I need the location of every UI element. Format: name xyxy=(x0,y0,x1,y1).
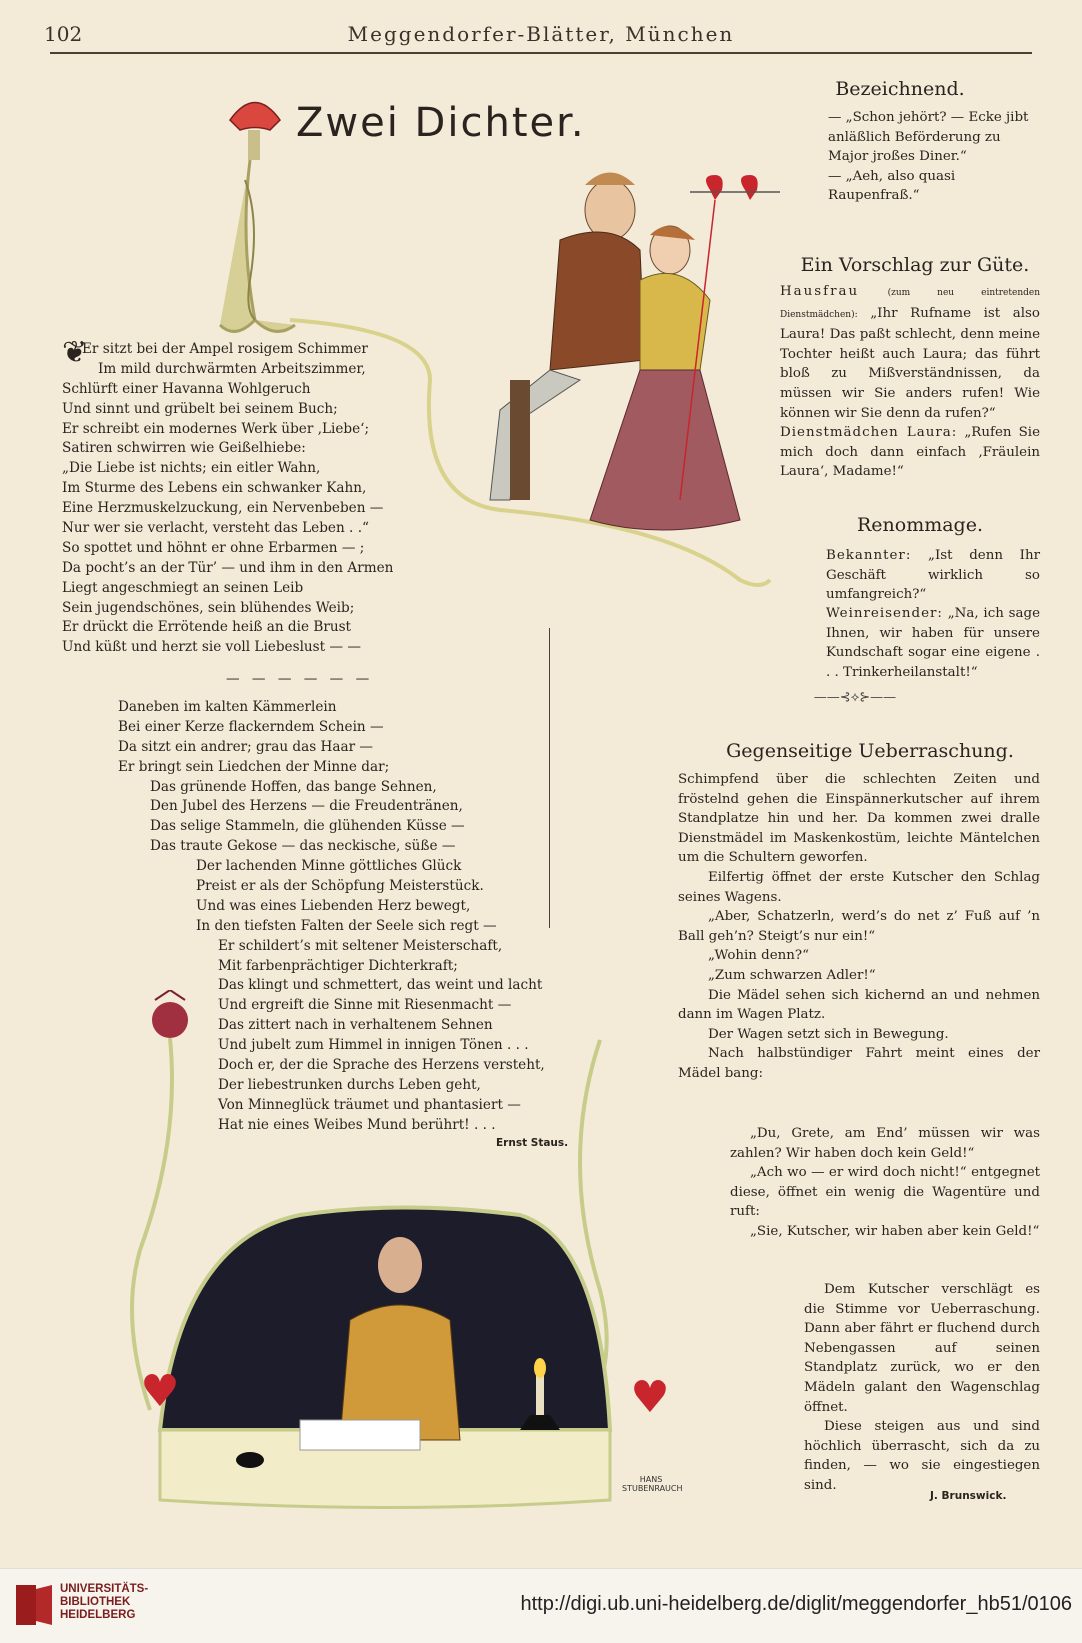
poem-line: Das grünende Hoffen, das bange Sehnen, xyxy=(150,778,437,795)
ueberraschung-text-narrow xyxy=(730,1124,1040,1242)
library-name-line: HEIDELBERG xyxy=(60,1609,136,1621)
paragraph: Der Wagen setzt sich in Bewegung. xyxy=(708,1026,949,1042)
paragraph: Schimpfend über die schlechten Zeiten und fröstelnd gehen die Einspännerkutscher auf ihrem Standplatze hin und her. Da kommen zwei dralle Dienstmädel im Maskenkostüm, leichte Mäntelchen um die Schultern geworfen. xyxy=(678,772,1040,866)
paragraph: Nach halbstündiger Fahrt meint eines der Mädel bang: xyxy=(678,1046,1040,1081)
paragraph: Die Mädel sehen sich kichernd an und nehmen dann im Wagen Platz. xyxy=(678,987,1040,1023)
footer-bar xyxy=(0,1568,1082,1643)
candle-illustration xyxy=(100,990,660,1520)
paragraph: — „Aeh, also quasi Raupenfraß.“ xyxy=(828,168,956,204)
poem-line: Da sitzt ein andrer; grau das Haar — xyxy=(118,738,373,755)
poem-line: So spottet und höhnt er ohne Erbarmen — ; xyxy=(62,539,365,556)
library-name-line: UNIVERSITÄTS- xyxy=(60,1583,149,1595)
illustrator-signature: HANS STUBENRAUCH xyxy=(622,1475,683,1493)
vorschlag-text xyxy=(780,282,1040,482)
poem-stanza-1 xyxy=(62,335,394,658)
poem-title: Zwei Dichter. xyxy=(296,100,586,146)
bezeichnend-text xyxy=(828,108,1038,206)
library-name[interactable] xyxy=(60,1583,148,1622)
stage-direction: (zum neu eintretenden Dienstmädchen): xyxy=(780,288,1040,320)
section-ornament: ——⊰⟡⊱—— xyxy=(813,690,897,705)
ueberraschung-author: J. Brunswick. xyxy=(930,1490,1007,1502)
poem-line: Der lachenden Minne göttliches Glück xyxy=(196,858,462,875)
poem-line: „Die Liebe ist nichts; ein eitler Wahn, xyxy=(62,460,321,477)
poem-line: Bei einer Kerze flackerndem Schein — xyxy=(118,718,384,735)
poem-line: Und ergreift die Sinne mit Riesenmacht — xyxy=(218,997,512,1014)
ueberraschung-text-column xyxy=(804,1280,1040,1496)
poem-line: Er sitzt bei der Ampel rosigem Schimmer xyxy=(82,341,368,357)
dialogue: „Na, ich sage Ihnen, wir haben für unsere Kundschaft sogar eine eigene . . . Trinkerheilanstalt!“ xyxy=(826,606,1040,680)
running-title: Meggendorfer-Blätter, München xyxy=(347,22,735,46)
paragraph: Dem Kutscher verschlägt es die Stimme vor Ueberraschung. Dann aber fährt er fluchend durch Nebengassen auf seinen Standplatz zurück, wo er den Mädeln galant den Wagenschlag öffnet. xyxy=(804,1282,1040,1415)
paragraph: „Wohin denn?“ xyxy=(708,948,809,964)
header-rule xyxy=(50,52,1032,54)
dialogue: „Rufen Sie mich doch dann einfach ‚Fräulein Laura‘, Madame!“ xyxy=(780,425,1040,480)
page-number: 102 xyxy=(44,22,83,46)
paragraph: „Zum schwarzen Adler!“ xyxy=(708,967,876,983)
column-divider xyxy=(549,628,550,928)
poem-line: Das klingt und schmettert, das weint und lacht xyxy=(218,977,543,994)
poem-line: Das zittert nach in verhaltenem Sehnen xyxy=(218,1017,493,1034)
poem-line: Das selige Stammeln, die glühenden Küsse — xyxy=(150,818,465,835)
lamp-icon xyxy=(220,103,295,332)
poem-line: Mit farbenprächtiger Dichterkraft; xyxy=(218,957,458,974)
poem-line: Hat nie eines Weibes Mund berührt! . . . xyxy=(218,1116,496,1133)
poem-line: Da pocht’s an der Tür’ — und ihm in den Armen xyxy=(62,559,394,576)
permalink[interactable]: http://digi.ub.uni-heidelberg.de/diglit/meggendorfer_hb51/0106 xyxy=(520,1593,1072,1615)
poem-line: Und was eines Liebenden Herz bewegt, xyxy=(196,897,471,914)
poem-line: In den tiefsten Falten der Seele sich regt — xyxy=(196,917,497,934)
speaker: Bekannter: xyxy=(826,548,912,563)
poem-line: Er drückt die Errötende heiß an die Brust xyxy=(62,619,352,636)
speaker: Hausfrau xyxy=(780,284,860,299)
speaker: Dienstmädchen Laura: xyxy=(780,425,958,441)
poem-line: Preist er als der Schöpfung Meisterstück. xyxy=(196,878,484,895)
poem-line: Er schreibt ein modernes Werk über ‚Liebe‘; xyxy=(62,420,370,437)
poem-line: Satiren schwirren wie Geißelhiebe: xyxy=(62,440,306,457)
poem-line: Eine Herzmuskelzuckung, ein Nervenbeben — xyxy=(62,500,384,517)
ueberraschung-text xyxy=(678,770,1040,1084)
inkwell-icon xyxy=(236,1452,264,1468)
poem-line: Nur wer sie verlacht, versteht das Leben . .“ xyxy=(62,520,369,537)
poem-line: Er schildert’s mit seltener Meisterschaft, xyxy=(218,937,503,954)
paragraph: „Sie, Kutscher, wir haben aber kein Geld!“ xyxy=(750,1223,1040,1239)
paragraph: Eilfertig öffnet der erste Kutscher den Schlag seines Wagens. xyxy=(678,869,1040,905)
poem-line: Im Sturme des Lebens ein schwanker Kahn, xyxy=(62,480,367,497)
poem-line: Der liebestrunken durchs Leben geht, xyxy=(218,1076,481,1093)
poem-line: Das traute Gekose — das neckische, süße — xyxy=(150,838,456,855)
library-logo-icon[interactable] xyxy=(14,1583,54,1627)
speaker: Weinreisender: xyxy=(826,606,943,621)
poem-line: Er bringt sein Liedchen der Minne dar; xyxy=(118,758,390,775)
section-title-ueberraschung: Gegenseitige Ueberraschung. xyxy=(726,740,1014,762)
poem-author: Ernst Staus. xyxy=(496,1137,569,1149)
poem-line: Sein jugendschönes, sein blühendes Weib; xyxy=(62,599,355,616)
poem-line: Schlürft einer Havanna Wohlgeruch xyxy=(62,380,311,397)
poem-line: Den Jubel des Herzens — die Freudentränen, xyxy=(150,798,463,815)
paragraph: Diese steigen aus und sind höchlich überrascht, sich da zu finden, — wo sie eingestiegen sind. xyxy=(804,1419,1040,1493)
paragraph: — „Schon jehört? — Ecke jibt anläßlich Beförderung zu Major jroßes Diner.“ xyxy=(828,110,1029,165)
renommage-text-right xyxy=(826,546,1040,605)
section-title-vorschlag: Ein Vorschlag zur Güte. xyxy=(800,254,1030,276)
poem-line: Und sinnt und grübelt bei seinem Buch; xyxy=(62,400,338,417)
renommage-text-wide xyxy=(676,604,1040,682)
dialogue: „Ist denn Ihr Geschäft wirklich so umfangreich?“ xyxy=(826,548,1040,603)
paragraph: „Aber, Schatzerln, werd’s do net z’ Fuß auf ’n Ball geh’n? Steigt’s nur ein!“ xyxy=(678,909,1040,944)
paragraph: „Ach wo — er wird doch nicht!“ entgegnet diese, öffnet ein wenig die Wagentüre und ruft: xyxy=(730,1165,1040,1220)
poem-line: Von Minneglück träumet und phantasiert — xyxy=(218,1096,521,1113)
poem-line: Doch er, der die Sprache des Herzens versteht, xyxy=(218,1057,545,1074)
poem-line: Und küßt und herzt sie voll Liebeslust — — xyxy=(62,639,361,656)
paragraph: „Du, Grete, am End’ müssen wir was zahlen? Wir haben doch kein Geld!“ xyxy=(730,1126,1040,1161)
heart-right-icon: ♥ xyxy=(630,1372,670,1423)
dialogue: „Ihr Rufname ist also Laura! Das paßt schlecht, denn meine Tochter heißt auch Laura; das führt bloß zu Mißverständnissen, da müssen wir Sie anders rufen! Wie können wir Sie denn da rufen?“ xyxy=(780,305,1040,421)
heart-left-icon: ♥ xyxy=(140,1366,180,1417)
section-title-bezeichnend: Bezeichnend. xyxy=(835,78,965,100)
library-name-line: BIBLIOTHEK xyxy=(60,1596,131,1608)
section-title-renommage: Renommage. xyxy=(856,514,984,536)
poem-line: Daneben im kalten Kämmerlein xyxy=(118,699,337,715)
poem-line: Im mild durchwärmten Arbeitszimmer, xyxy=(98,360,366,377)
drop-cap-ornament: ❦ xyxy=(62,335,88,370)
dash-separator: — — — — — — xyxy=(226,671,374,687)
poem-line: Liegt angeschmiegt an seinen Leib xyxy=(62,579,304,596)
poem-line: Und jubelt zum Himmel in innigen Tönen . . . xyxy=(218,1037,529,1054)
